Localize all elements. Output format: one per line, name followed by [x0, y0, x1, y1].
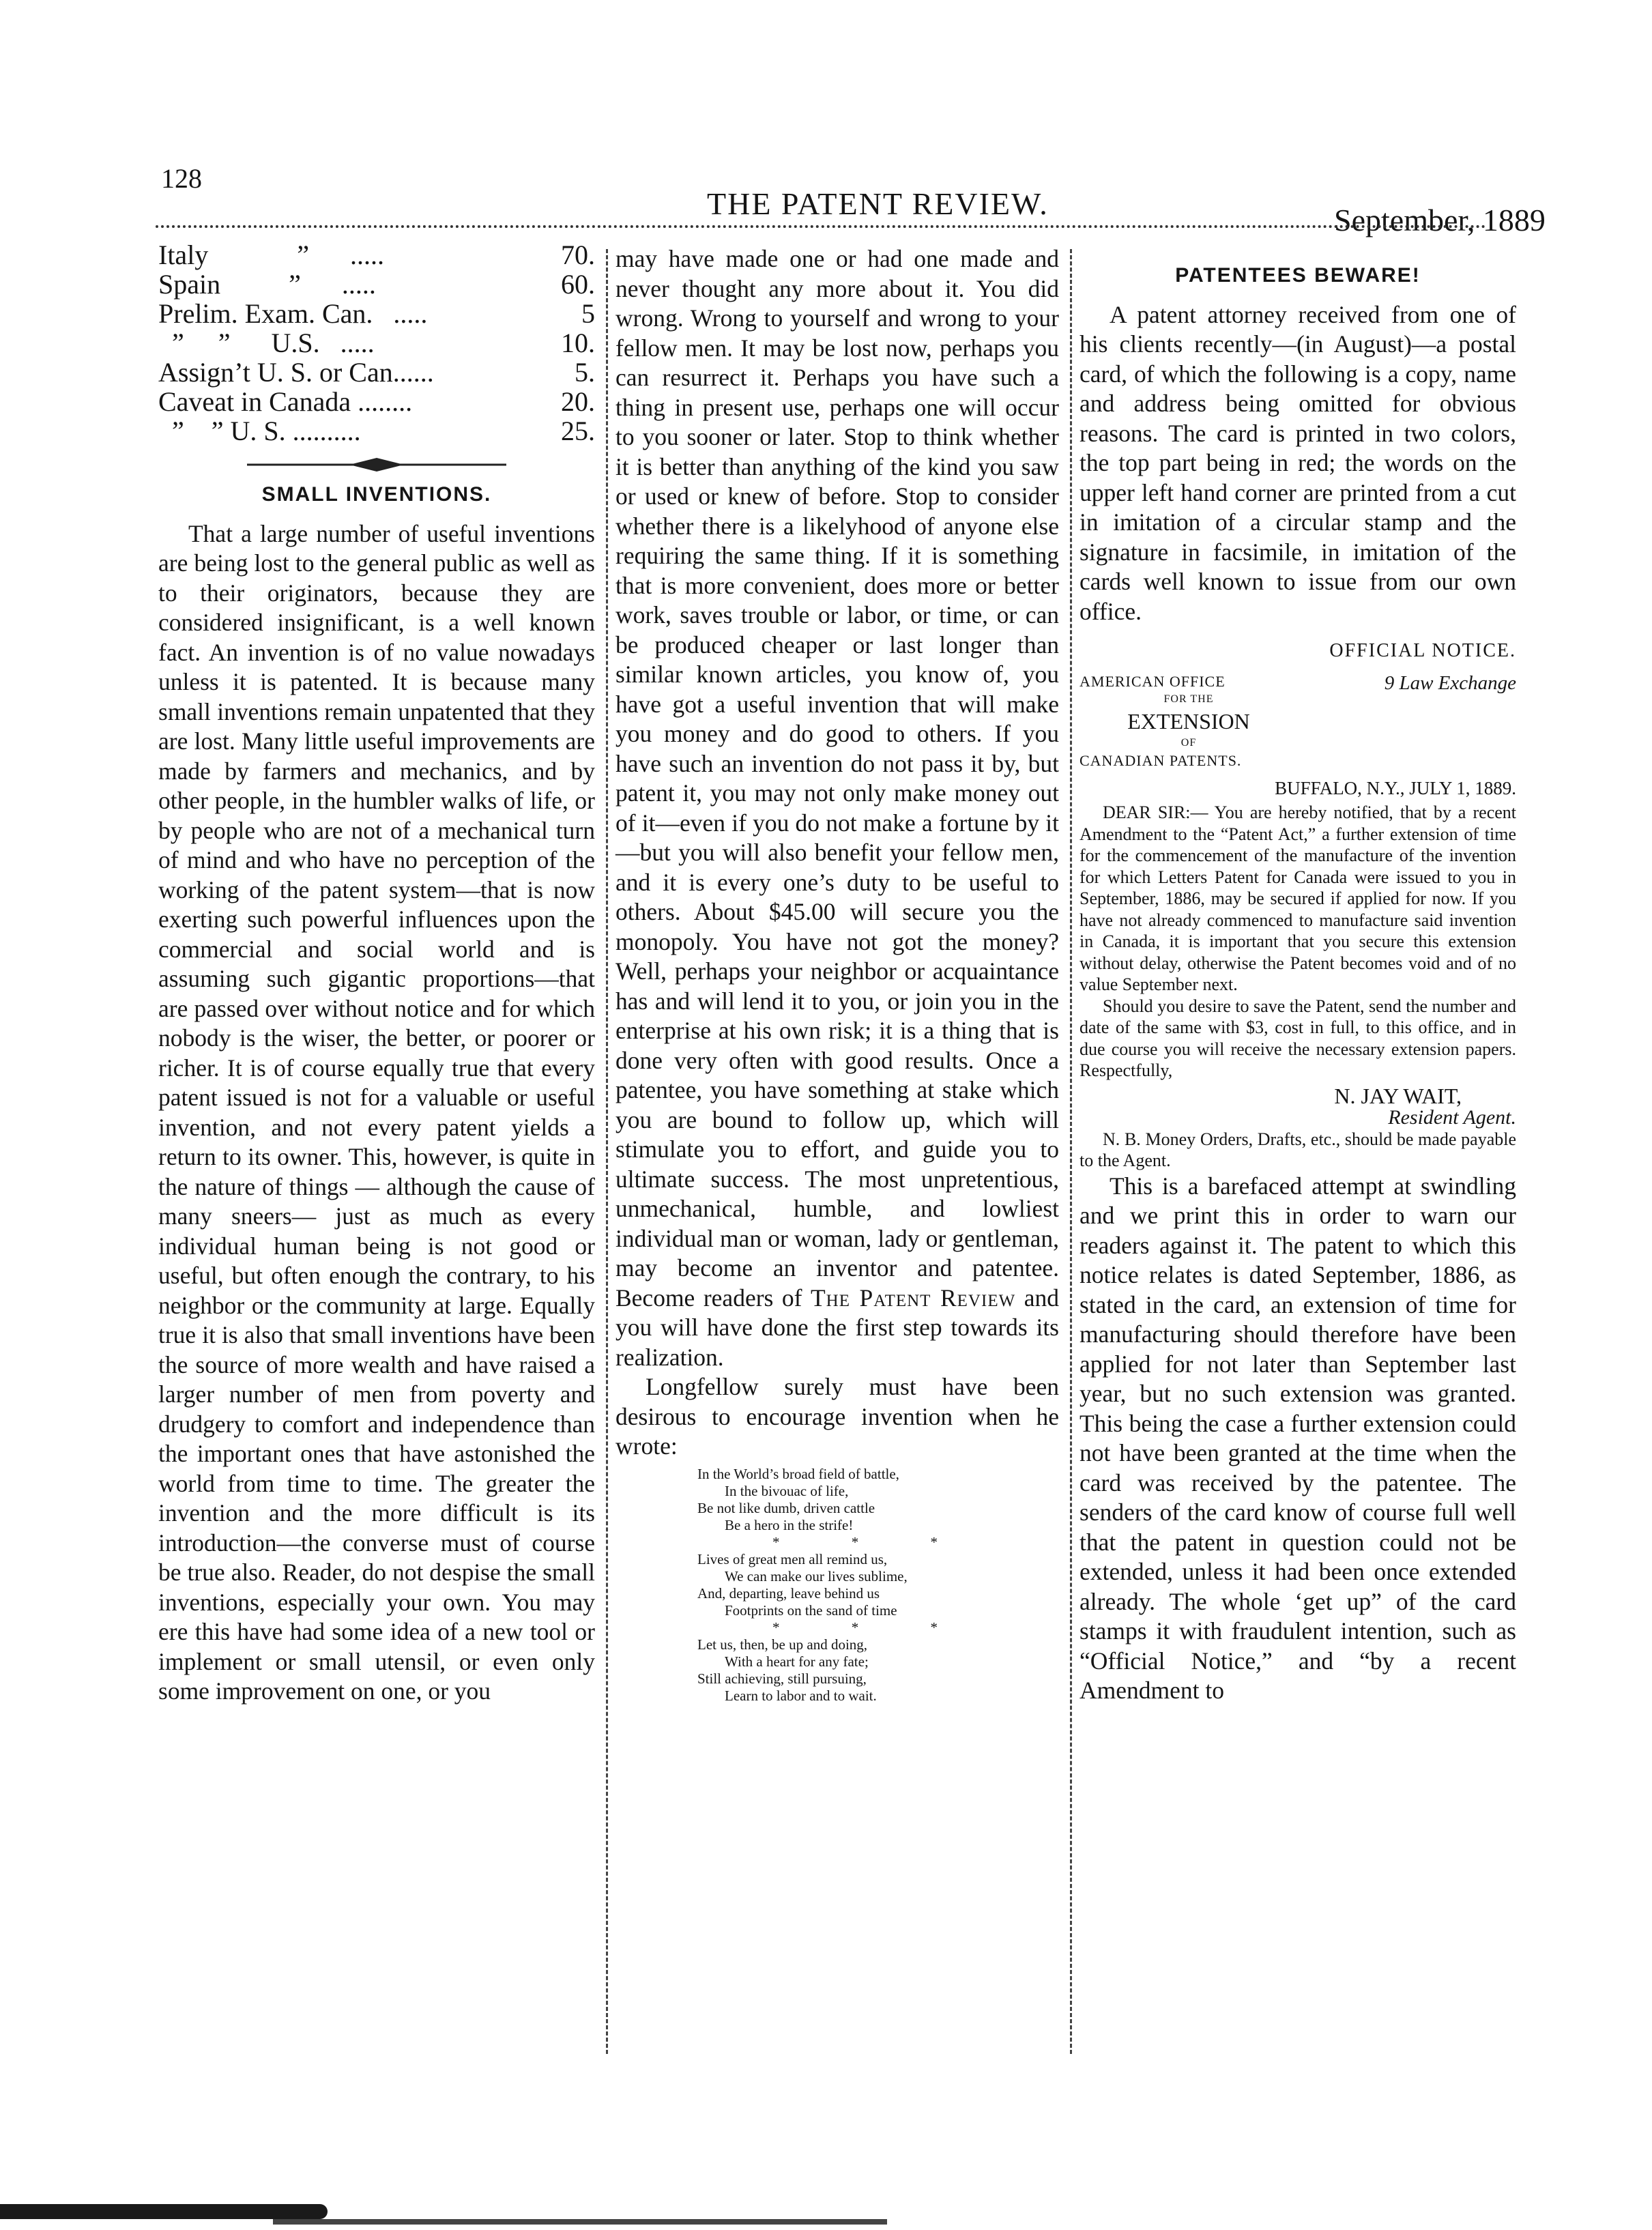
fee-row	[158, 299, 595, 328]
fee-label: Prelim. Exam. Can. .....	[158, 298, 428, 329]
beware-comment: This is a barefaced attempt at swindling and we print this in order to warn our readers against it. The patent to which this notice relates is dated September, 1886, as stated in the card, an extension of time for manufacturing should therefore have been applied for not later than September last year, but no such extension was granted. This being the case a further extension could not have been granted at the time when the card was received by the patentee. The senders of the card know of course full well that the patent in question could not be extended, unless it had been once extended already. The whole ‘get up” of the card stamps it with fraudulent intention, such as “Official Notice,” and “by a recent Amendment to	[1079, 1172, 1516, 1704]
poem-line: Lives of great men all remind us,	[697, 1550, 888, 1567]
fee-value: 10.	[561, 328, 595, 358]
poem-line: Be not like dumb, driven cattle	[697, 1499, 875, 1516]
poem-line: With a heart for any fate;	[725, 1653, 869, 1670]
fee-row	[158, 270, 595, 299]
poem-line: We can make our lives sublime,	[725, 1567, 908, 1584]
poem-stanza-break: * * *	[772, 1533, 972, 1550]
poem-stanza-break: * * *	[772, 1619, 972, 1636]
longfellow-poem	[697, 1466, 1059, 1705]
fee-value: 5.	[575, 357, 595, 388]
fee-value: 20.	[561, 386, 595, 417]
notice-nb: N. B. Money Orders, Drafts, etc., should be made payable to the Agent.	[1079, 1129, 1516, 1170]
signature-title: Resident Agent.	[1388, 1106, 1516, 1129]
column-two	[615, 244, 1059, 1705]
fee-label: Spain ” .....	[158, 269, 376, 300]
fee-value: 60.	[561, 269, 595, 300]
beware-intro: A patent attorney received from one of his clients recently—(in August)—a postal card, of which the following is a copy, name and address being omitted for obvious reasons. The card is printed in two colors, the top part being in red; the words on the upper left hand corner are printed from a cut in imitation of a circular stamp and the signature in facsimile, in imitation of the cards well known to issue from our own office.	[1079, 300, 1516, 625]
office-canadian: CANADIAN PATENTS.	[1079, 751, 1242, 769]
office-for: FOR THE	[1163, 693, 1214, 705]
fee-row	[158, 358, 595, 387]
paragraph-text: and you will have done the first step towards its realization.	[615, 1284, 1059, 1371]
column-one	[158, 240, 595, 1707]
fee-label: Assign’t U. S. or Can......	[158, 357, 434, 388]
office-extension: EXTENSION	[1127, 708, 1250, 734]
scan-edge-bottom	[273, 2219, 887, 2225]
office-stamp	[1079, 673, 1298, 770]
journal-title: THE PATENT REVIEW.	[707, 186, 1049, 221]
dateline: BUFFALO, N.Y., JULY 1, 1889.	[1275, 777, 1516, 798]
page-number: 128	[161, 163, 202, 194]
fee-value: 25.	[561, 416, 595, 446]
fee-row	[158, 416, 595, 446]
header-rule	[156, 225, 1486, 228]
notice-letter: DEAR SIR:— You are hereby notified, that by a recent Amendment to the “Patent Act,” a further extension of time for the commencement of the manufacture of the invention for which Letters Patent for Canada were issued to you in September, 1886, may be secured if applied for now. If you have not already commenced to manufacture said invention in Canada, it is important that you secure this extension without delay, otherwise the Patent becomes void and of no value September next.	[1079, 802, 1516, 994]
office-address: 9 Law Exchange	[1384, 671, 1516, 694]
poem-line: Be a hero in the strife!	[725, 1516, 854, 1533]
fee-value: 70.	[561, 240, 595, 270]
poem-line: Let us, then, be up and doing,	[697, 1636, 868, 1653]
small-inventions-continued	[615, 244, 1059, 1372]
paragraph-text: may have made one or had one made and never thought any more about it. You did wrong. Wrong to yourself and wrong to your fellow men. It may be lost now, perhaps you can resurrect it. Perhaps you have such a thing in present use, perhaps one will occur to you sooner or later. Stop to think whether it is better than anything of the kind you saw or used or knew of before. Stop to consider whether there is a likelyhood of anyone else requiring the same thing. If it is something that is more convenient, does more or better work, saves trouble or labor, or time, or can be produced cheaper or last longer than similar known articles, you know of, you have got a useful invention that will make you money and do good to others. If you have such an invention do not pass it by, but patent it, you may not only make money out of it—even if you do not make a fortune by it—but you will also benefit your fellow men, and it is every one’s duty to be useful to others. About $45.00 will secure you the monopoly. You have not got the money? Well, perhaps your neighbor or acquaintance has and will lend it to you, or join you in the enterprise at his own risk; it is a thing that is done very often with good results. Once a patentee, you have something at stake which you are bound to follow up, which will stimulate you to effort, and guide you to ultimate success. The most unpretentious, unmechanical, humble, and lowliest individual man or woman, lady or gentleman, may become an inventor and patentee. Become readers of	[615, 245, 1059, 1312]
postal-card-copy	[1079, 673, 1516, 1172]
fee-row	[158, 328, 595, 358]
poem-line: In the World’s broad field of battle,	[697, 1465, 899, 1482]
fee-row	[158, 240, 595, 270]
fee-label: Italy ” .....	[158, 240, 385, 270]
small-inventions-paragraph: That a large number of useful inventions are being lost to the general public as well as to their originators, because they are considered insignificant, is a well known fact. An invention is of no value nowadays unless it is patented. It is because many small inventions remain unpatented that they are lost. Many little useful improvements are made by farmers and mechanics, and by other people, in the humbler walks of life, or by people who are not of a mechanical turn of mind and who have no perception of the working of the patent system—that is now exerting such powerful influences upon the commercial and social world and is assuming such gigantic proportions—that are passed over without notice and for which nobody is the wiser, the better, or poorer or richer. It is of course equally true that every patent issued is not for a valuable or useful invention, and not every patent yields a return to its owner. This, however, is quite in the nature of things — although the cause of many sneers— just as much as every individual human being is not good or useful, but often enough the contrary, to his neighbor or the community at large. Equally true it is also that small inventions have been the source of more wealth and have raised a larger number of men from poverty and drudgery to comfort and independence than the important ones that have astonished the world from time to time. The greater the invention and the more difficult is its introduction—the converse must of course be true also. Reader, do not despise the small inventions, especially your own. You may ere this have had some idea of a new tool or implement or small utensil, or even only some improvement on one, or you	[158, 519, 595, 1705]
signature: N. JAY WAIT,	[1334, 1083, 1462, 1108]
poem-line: Footprints on the sand of time	[725, 1602, 897, 1619]
fee-table	[158, 240, 595, 446]
patentees-beware-heading: PATENTEES BEWARE!	[1175, 264, 1421, 287]
poem-line: Still achieving, still pursuing,	[697, 1670, 867, 1687]
scan-edge-left	[0, 2204, 328, 2219]
journal-name: The Patent Review	[811, 1284, 1016, 1312]
column-divider-right	[1070, 249, 1072, 2054]
fee-label: ” ” U. S. ..........	[158, 416, 361, 446]
longfellow-intro: Longfellow surely must have been desirous to encourage invention when he wrote:	[615, 1373, 1059, 1460]
office-line: AMERICAN OFFICE	[1079, 672, 1226, 690]
issue-date: September, 1889	[1334, 203, 1546, 237]
ornament-divider-icon	[247, 458, 506, 472]
poem-line: And, departing, leave behind us	[697, 1584, 880, 1602]
fee-value: 5	[581, 298, 595, 329]
column-divider-left	[606, 249, 608, 2054]
fee-label: ” ” U.S. .....	[158, 328, 375, 358]
fee-row	[158, 387, 595, 416]
office-block	[1079, 673, 1516, 770]
fee-label: Caveat in Canada ........	[158, 386, 413, 417]
office-of: OF	[1180, 736, 1197, 749]
official-notice-title: OFFICIAL NOTICE.	[1329, 640, 1516, 661]
poem-line: Learn to labor and to wait.	[725, 1687, 877, 1704]
small-inventions-heading: SMALL INVENTIONS.	[261, 483, 492, 506]
notice-letter: Should you desire to save the Patent, send the number and date of the same with $3, cost in full, to this office, and in due course you will receive the necessary extension papers. Respectfully,	[1079, 996, 1516, 1080]
poem-line: In the bivouac of life,	[725, 1482, 849, 1499]
column-three	[1079, 261, 1516, 1706]
